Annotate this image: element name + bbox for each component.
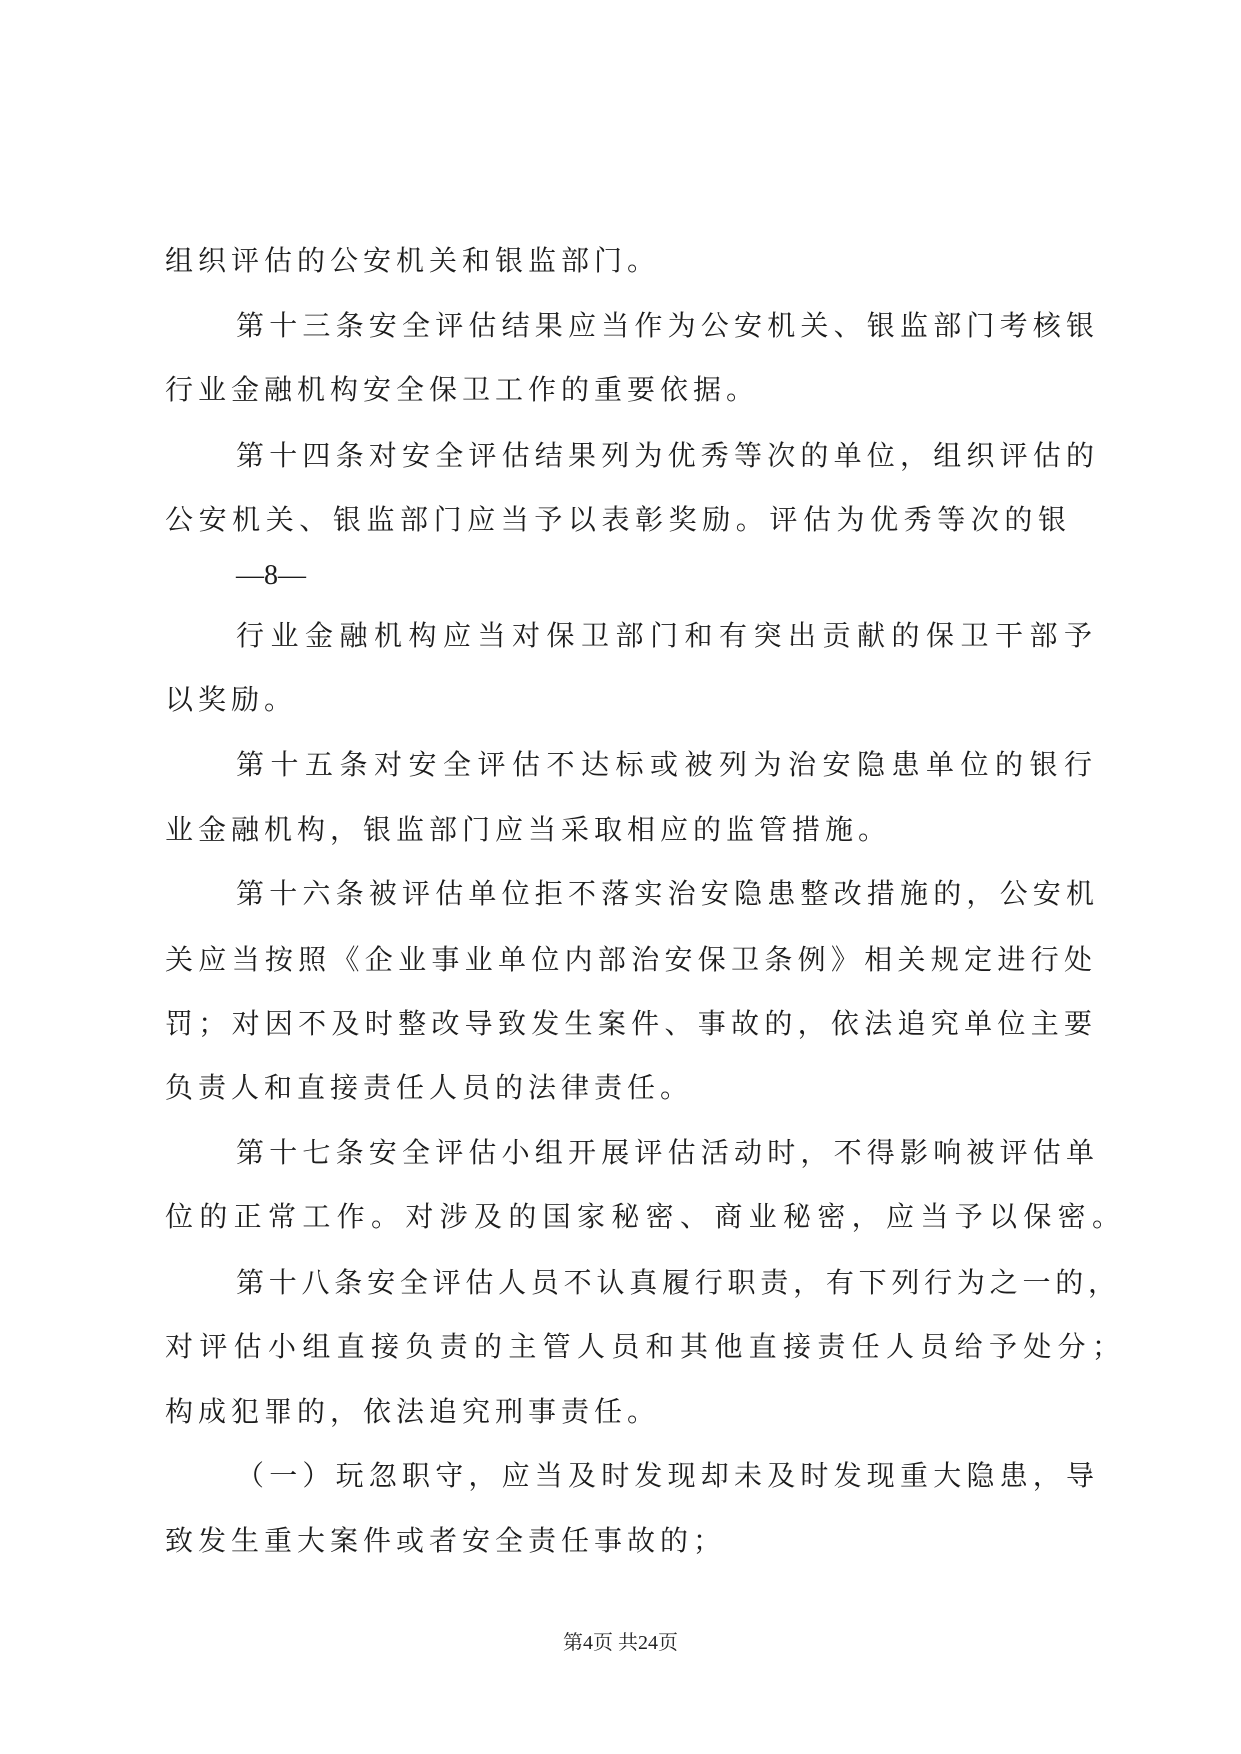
text-line: 构成犯罪的，依法追究刑事责任。 (165, 1395, 661, 1428)
text-line: 组织评估的公安机关和银监部门。 (165, 244, 661, 277)
text-line: 第十六条被评估单位拒不落实治安隐患整改措施的，公安机 (236, 877, 1094, 910)
text-line: 罚；对因不及时整改导致发生案件、事故的，依法追究单位主要 (165, 1007, 1092, 1040)
text-line: 致发生重大案件或者安全责任事故的； (165, 1524, 727, 1557)
text-line: 位的正常工作。对涉及的国家秘密、商业秘密，应当予以保密。 (165, 1200, 1120, 1233)
text-line: 第十七条安全评估小组开展评估活动时，不得影响被评估单 (236, 1136, 1094, 1169)
page-footer: 第4页 共24页 (563, 1632, 678, 1654)
text-line: 行业金融机构应当对保卫部门和有突出贡献的保卫干部予 (236, 619, 1092, 652)
text-line: 负责人和直接责任人员的法律责任。 (165, 1071, 694, 1104)
text-line: 第十四条对安全评估结果列为优秀等次的单位，组织评估的 (236, 439, 1094, 472)
text-line: 关应当按照《企业事业单位内部治安保卫条例》相关规定进行处 (165, 943, 1092, 976)
text-line: 第十三条安全评估结果应当作为公安机关、银监部门考核银 (236, 309, 1094, 342)
text-line: 第十五条对安全评估不达标或被列为治安隐患单位的银行 (236, 748, 1092, 781)
page-marker: —8— (236, 560, 306, 591)
text-line: 对评估小组直接负责的主管人员和其他直接责任人员给予处分； (165, 1330, 1120, 1363)
text-line: 公安机关、银监部门应当予以表彰奖励。评估为优秀等次的银 (165, 503, 1066, 536)
text-line: 业金融机构，银监部门应当采取相应的监管措施。 (165, 813, 892, 846)
text-line: 第十八条安全评估人员不认真履行职责，有下列行为之一的， (236, 1266, 1116, 1299)
text-line: 以奖励。 (165, 683, 298, 716)
text-line: （一）玩忽职守，应当及时发现却未及时发现重大隐患，导 (236, 1459, 1094, 1492)
text-line: 行业金融机构安全保卫工作的重要依据。 (165, 373, 760, 406)
